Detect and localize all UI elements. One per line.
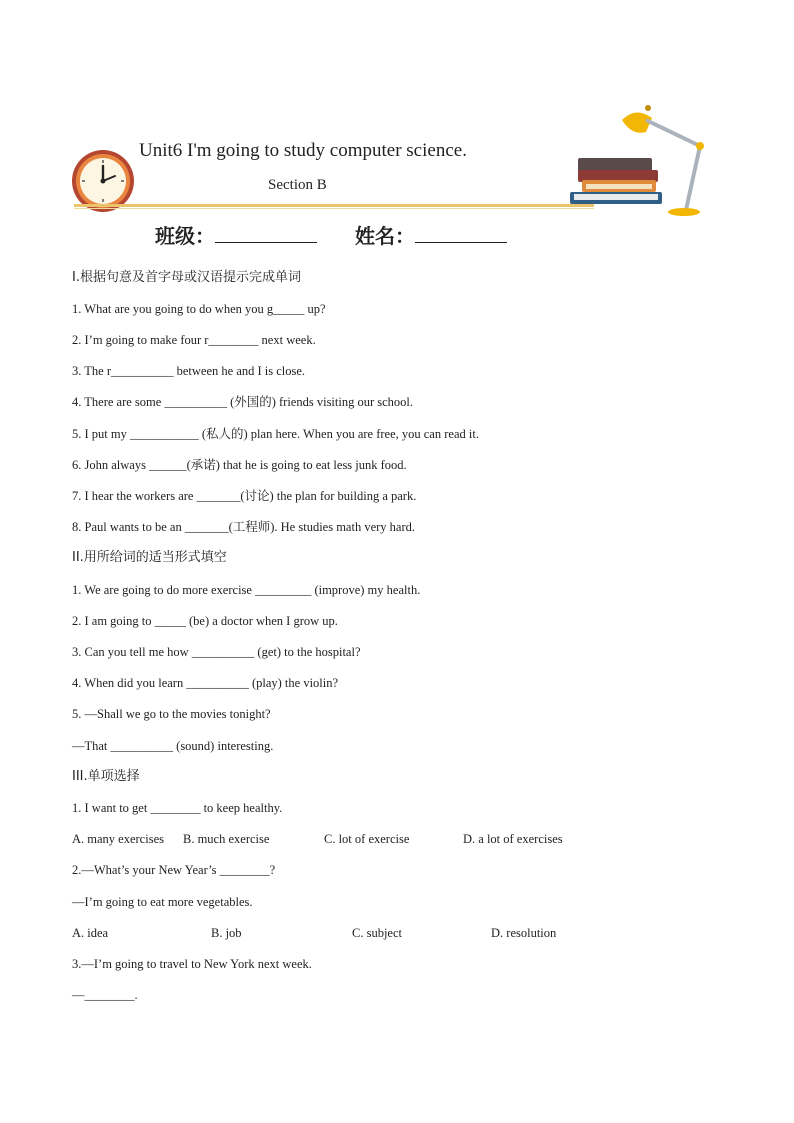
q2-option-b[interactable]: B. job: [211, 926, 242, 940]
class-label: 班级：: [155, 224, 215, 248]
q2-option-c[interactable]: C. subject: [352, 926, 402, 940]
q3-reply: —________.: [72, 988, 138, 1002]
document-title: Unit6 I'm going to study computer science.: [139, 140, 467, 161]
q2-option-a[interactable]: A. idea: [72, 926, 109, 940]
part2-item-2: 2. I am going to _____ (be) a doctor when I grow up.: [72, 614, 338, 628]
q2-reply: —I’m going to eat more vegetables.: [72, 895, 253, 909]
section-label: Section B: [268, 177, 327, 193]
part2-heading: II.用所给词的适当形式填空: [72, 550, 227, 565]
q2-option-d[interactable]: D. resolution: [491, 926, 557, 940]
q1-option-a[interactable]: A. many exercises: [72, 832, 164, 846]
q1-stem: 1. I want to get ________ to keep healthy.: [72, 801, 283, 815]
name-label: 姓名：: [355, 224, 415, 248]
part2-item-5-reply: —That __________ (sound) interesting.: [72, 739, 274, 753]
class-name-line: [155, 220, 507, 249]
q1-option-c[interactable]: C. lot of exercise: [324, 832, 410, 846]
part1-item-1: 1. What are you going to do when you g_____ up?: [72, 302, 326, 316]
q1-option-b[interactable]: B. much exercise: [183, 832, 270, 846]
part1-item-5: 5. I put my ___________ (私人的) plan here. When you are free, you can read it.: [72, 427, 479, 441]
class-blank[interactable]: [215, 224, 317, 243]
part1-item-6: 6. John always ______(承诺) that he is going to eat less junk food.: [72, 458, 407, 472]
header-rule: [74, 204, 594, 207]
header-rule-thin: [74, 208, 594, 209]
part2-item-1: 1. We are going to do more exercise _________ (improve) my health.: [72, 583, 421, 597]
part3-heading: III.单项选择: [72, 769, 140, 784]
part2-item-5: 5. —Shall we go to the movies tonight?: [72, 707, 271, 721]
part1-item-8: 8. Paul wants to be an _______(工程师). He studies math very hard.: [72, 520, 415, 534]
q3-stem: 3.—I’m going to travel to New York next week.: [72, 957, 312, 971]
part1-item-3: 3. The r__________ between he and I is close.: [72, 364, 306, 378]
part1-heading: I.根据句意及首字母或汉语提示完成单词: [72, 270, 301, 285]
part2-item-4: 4. When did you learn __________ (play) the violin?: [72, 676, 339, 690]
part1-item-2: 2. I’m going to make four r________ next week.: [72, 333, 316, 347]
books-lamp-illustration: [566, 98, 708, 218]
q2-stem: 2.—What’s your New Year’s ________?: [72, 863, 276, 877]
name-blank[interactable]: [415, 224, 507, 243]
part2-item-3: 3. Can you tell me how __________ (get) to the hospital?: [72, 645, 361, 659]
part1-item-7: 7. I hear the workers are _______(讨论) the plan for building a park.: [72, 489, 417, 503]
q1-option-d[interactable]: D. a lot of exercises: [463, 832, 563, 846]
part1-item-4: 4. There are some __________ (外国的) friends visiting our school.: [72, 395, 414, 409]
